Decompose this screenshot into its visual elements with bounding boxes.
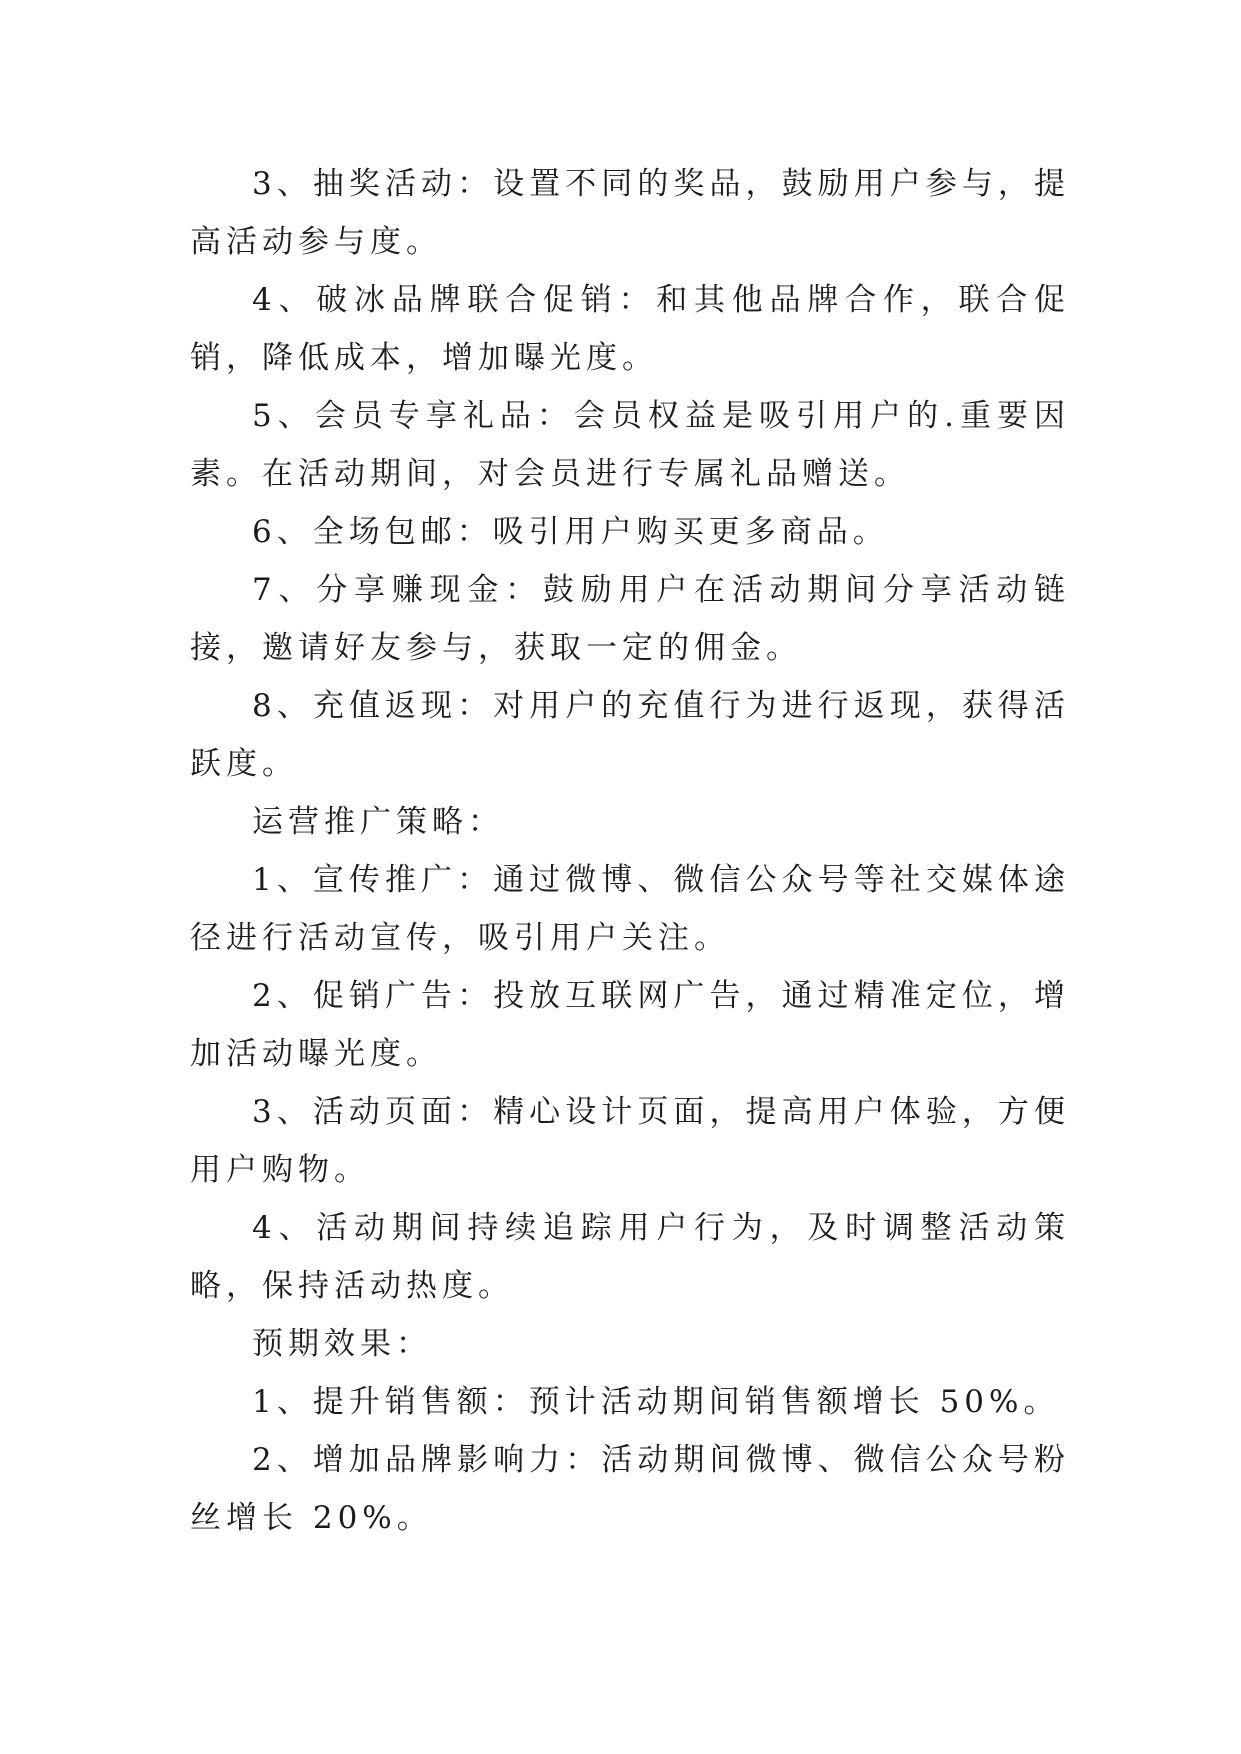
paragraph-free-shipping: 6、全场包邮：吸引用户购买更多商品。: [252, 514, 889, 550]
document-body: [190, 155, 1070, 1547]
strategy-item-publicity: 1、宣传推广：通过微博、微信公众号等社交媒体途径进行活动宣传，吸引用户关注。: [190, 862, 1070, 956]
effect-heading: 预期效果：: [252, 1326, 432, 1362]
effect-item-sales: 1、提升销售额：预计活动期间销售额增长 50%。: [252, 1384, 1060, 1420]
paragraph-recharge-cashback: 8、充值返现：对用户的充值行为进行返现，获得活跃度。: [190, 688, 1070, 782]
strategy-heading: 运营推广策略：: [252, 804, 504, 840]
paragraph-lottery: 3、抽奖活动：设置不同的奖品，鼓励用户参与，提高活动参与度。: [190, 166, 1070, 260]
effect-item-brand: 2、增加品牌影响力：活动期间微博、微信公众号粉丝增长 20%。: [190, 1442, 1070, 1536]
paragraph-member-gifts: 5、会员专享礼品：会员权益是吸引用户的.重要因素。在活动期间，对会员进行专属礼品赠送。: [190, 398, 1070, 492]
strategy-item-tracking: 4、活动期间持续追踪用户行为，及时调整活动策略，保持活动热度。: [190, 1210, 1070, 1304]
paragraph-share-cash: 7、分享赚现金：鼓励用户在活动期间分享活动链接，邀请好友参与，获取一定的佣金。: [190, 572, 1070, 666]
strategy-item-ads: 2、促销广告：投放互联网广告，通过精准定位，增加活动曝光度。: [190, 978, 1070, 1072]
paragraph-brand-joint-promo: 4、破冰品牌联合促销：和其他品牌合作，联合促销，降低成本，增加曝光度。: [190, 282, 1070, 376]
strategy-item-page: 3、活动页面：精心设计页面，提高用户体验，方便用户购物。: [190, 1094, 1070, 1188]
